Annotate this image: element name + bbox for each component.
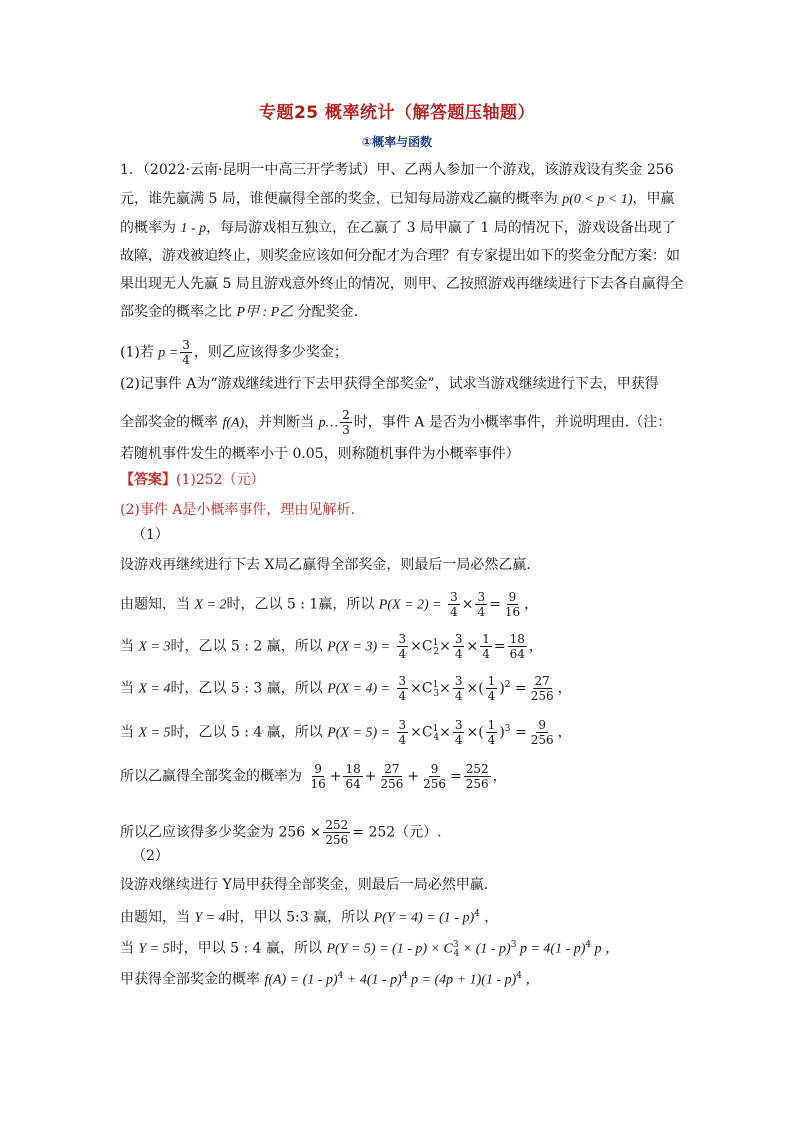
fraction: $\frac{9}{256}$ — [423, 762, 447, 791]
answer-label: 【答案】 — [120, 472, 176, 488]
fraction: $\frac{1}{4}$ — [482, 632, 490, 661]
question-2-line-2: 全部奖金的概率 f(A)，并判断当 p… $\frac{2}{3}$ 时，事件 A 是否为小概率事件，并说明理由.（注： — [120, 408, 672, 437]
fraction: $\frac{27}{256}$ — [380, 762, 404, 791]
fraction: $\frac{1}{4}$ — [487, 718, 496, 747]
solution-line-2: 由题知，当 X = 2时，乙以 5 : 1赢，所以 P(X = 2) = $\frac{3}{4}$ × $\frac{3}{4}$ = $\frac{9}{16}$ ， — [120, 590, 539, 619]
fraction: $\frac{3}{4}$ — [398, 674, 407, 703]
solution-line-1: 设游戏再继续进行下去 X局乙赢得全部奖金，则最后一局必然乙赢. — [120, 557, 531, 573]
problem-line-3: 的概率为 1 - p，每局游戏相互独立，在乙赢了 3 局甲赢了 1 局的情况下，游戏设备出现了 — [120, 220, 676, 236]
answer-line-1: 【答案】(1)252（元） — [120, 472, 265, 488]
fraction: $\frac{3}{4}$ — [398, 718, 407, 747]
problem-line-5: 果出现无人先赢 5 局且游戏意外终止的情况，则甲、乙按照游戏再继续进行下去各自赢得全 — [120, 276, 684, 292]
solution-line-7: 所以乙应该得多少奖金为 256 × $\frac{252}{256}$ = 252（元）. — [120, 818, 442, 847]
solution-line-3: 当 X = 3时，乙以 5 : 2 赢，所以 P(X = 3) = $\frac{3}{4}$ $\times C^1_2\times$ $\frac{3}{4}$ × $\frac{1}{4}$ = $\frac{18}{64}$ ， — [120, 632, 543, 661]
fraction: $\frac{252}{256}$ — [325, 818, 349, 847]
fraction: $\frac{18}{64}$ — [345, 762, 361, 791]
fraction: $\frac{9}{256}$ — [530, 718, 554, 747]
fraction: $\frac{252}{256}$ — [465, 762, 489, 791]
solution-line-4: 当 X = 4时，乙以 5 : 3 赢，所以 P(X = 4) = $\frac{3}{4}$ $\times C^1_3\times$ $\frac{3}{4}$ ×( $\frac{1}{4}$ )$^2$ = $\frac{27}{256}$ ， — [120, 674, 572, 703]
solution-line-5: 当 X = 5时，乙以 5 : 4 赢，所以 P(X = 5) = $\frac{3}{4}$ $\times C^1_4\times$ $\frac{3}{4}$ ×( $\frac{1}{4}$ )$^3$ = $\frac{9}{256}$ ， — [120, 718, 572, 747]
problem-line-6: 部奖金的概率之比 P甲 : P乙 分配奖金. — [120, 304, 359, 320]
solution-line-6: 所以乙赢得全部奖金的概率为 $\frac{9}{16}$ + $\frac{18}{64}$ + $\frac{27}{256}$ + $\frac{9}{256}$ = $\frac{252}{256}$ ， — [120, 762, 507, 791]
fraction: $\frac{3}{4}$ — [182, 338, 190, 367]
problem-line-2: 元，谁先赢满 5 局，谁便赢得全部的奖金，已知每局游戏乙赢的概率为 p(0 < p < 1)，甲赢 — [120, 191, 675, 207]
section-subtitle: ①概率与函数 — [361, 135, 433, 149]
fraction: $\frac{3}{4}$ — [450, 590, 458, 619]
question-2-line-1: (2)记事件 A为“游戏继续进行下去甲获得全部奖金”，试求当游戏继续进行下去，甲获得 — [120, 376, 659, 392]
problem-line-1: 1．（2022·云南·昆明一中高三开学考试）甲、乙两人参加一个游戏，该游戏设有奖金 256 — [120, 162, 674, 178]
solution-line-9: 由题知，当 Y = 4时，甲以 5:3 赢，所以 P(Y = 4) = (1 - p)$^4$ ， — [120, 909, 499, 926]
solution-line-8: 设游戏继续进行 Y局甲获得全部奖金，则最后一局必然甲赢. — [120, 877, 489, 893]
answer-line-2: (2)事件 A是小概率事件，理由见解析. — [120, 502, 355, 518]
fraction: $\frac{2}{3}$ — [342, 408, 350, 437]
fraction: $\frac{3}{4}$ — [454, 632, 463, 661]
fraction: $\frac{3}{4}$ — [398, 632, 407, 661]
page-title: 专题25 概率统计（解答题压轴题） — [258, 103, 536, 123]
fraction: $\frac{3}{4}$ — [454, 674, 463, 703]
fraction: $\frac{9}{16}$ — [504, 590, 521, 619]
fraction: $\frac{3}{4}$ — [477, 590, 486, 619]
fraction: $\frac{3}{4}$ — [454, 718, 463, 747]
fraction: $\frac{1}{4}$ — [487, 674, 496, 703]
question-2-line-3: 若随机事件发生的概率小于 0.05，则称随机事件为小概率事件） — [120, 446, 520, 462]
solution-part-1: （1） — [132, 527, 169, 543]
problem-line-4: 故障，游戏被迫终止，则奖金应该如何分配才为合理？有专家提出如下的奖金分配方案：如 — [120, 248, 680, 264]
solution-part-2: （2） — [132, 848, 169, 864]
fraction: $\frac{27}{256}$ — [530, 674, 554, 703]
fraction: $\frac{18}{64}$ — [509, 632, 525, 661]
question-1: (1)若 p = $\frac{3}{4}$ ，则乙应该得多少奖金； — [120, 338, 348, 367]
fraction: $\frac{9}{16}$ — [310, 762, 326, 791]
solution-line-10: 当 Y = 5时，甲以 5 : 4 赢，所以 $P(Y = 5) = (1 - p) \times C^3_4 \times (1 - p)^3$ p = 4(1 - p)$^4$ p ， — [120, 940, 620, 960]
solution-line-11: 甲获得全部奖金的概率 f(A) = (1 - p)$^4$ + 4(1 - p)$^4$ p = (4p + 1)(1 - p)$^4$ ， — [120, 971, 540, 988]
